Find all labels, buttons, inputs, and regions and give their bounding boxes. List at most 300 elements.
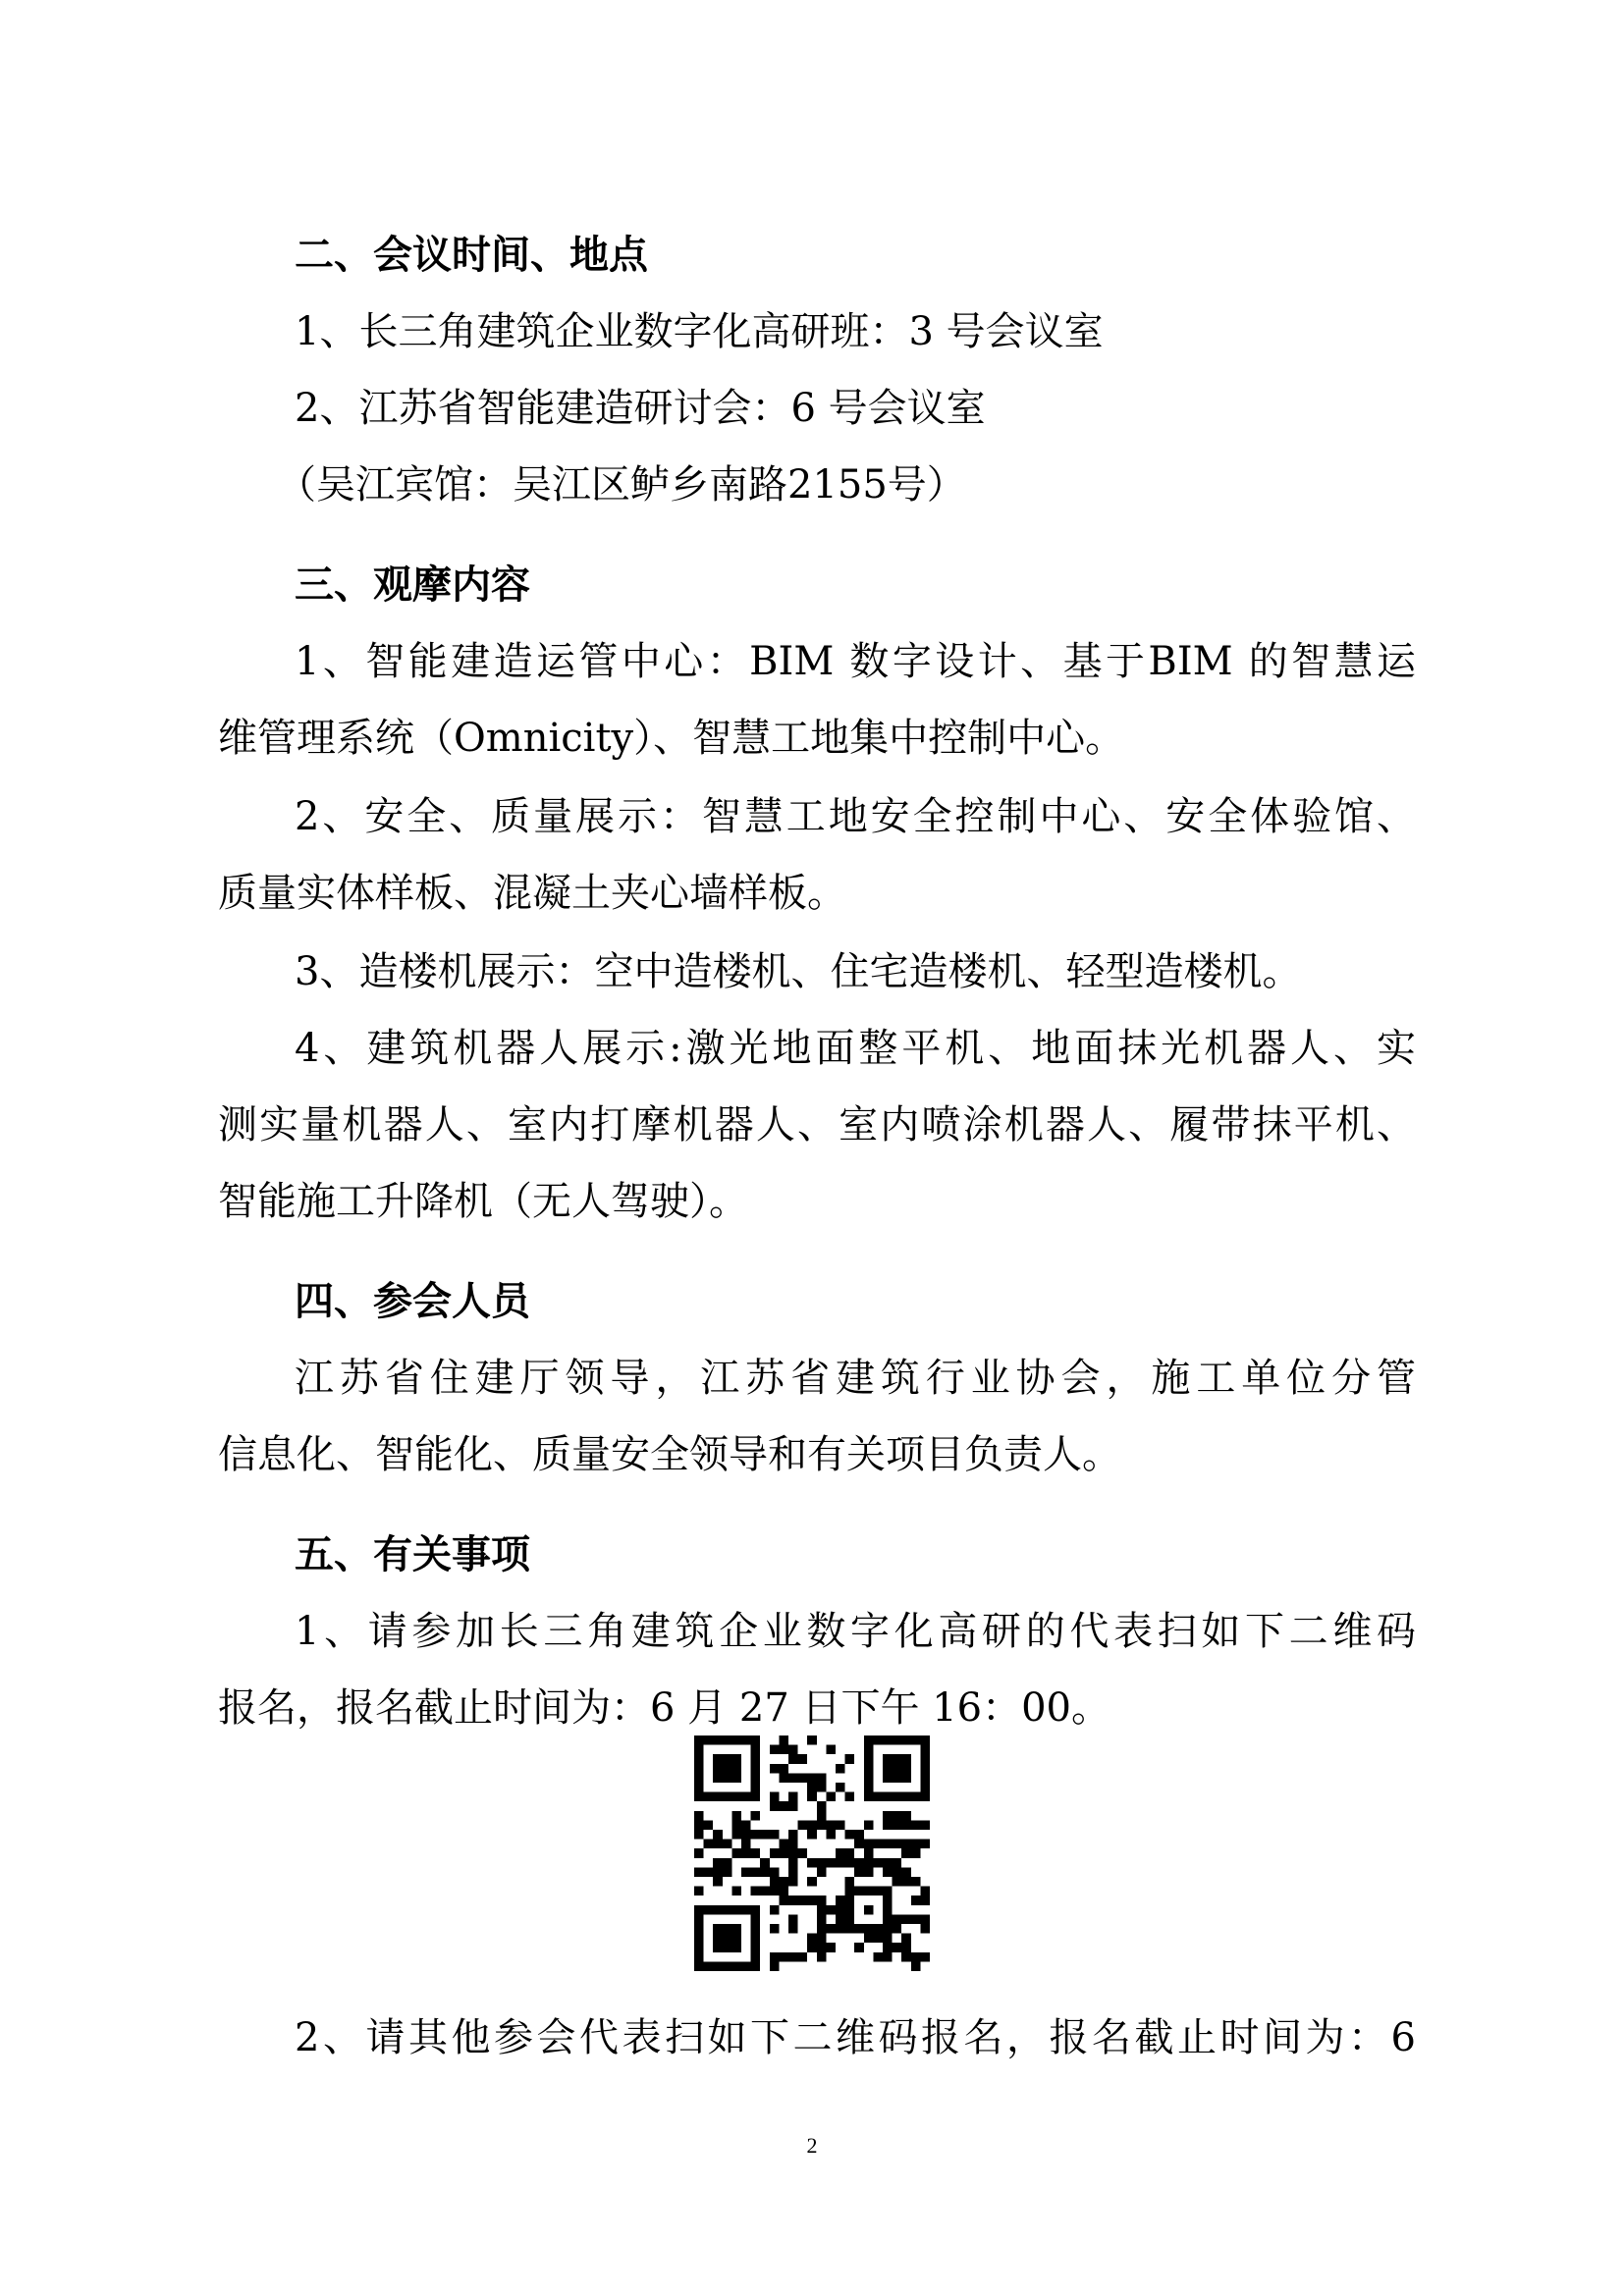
qr-module <box>694 1745 704 1755</box>
qr-module <box>920 1914 930 1924</box>
qr-module <box>770 1848 780 1858</box>
qr-module <box>751 1745 761 1755</box>
qr-module <box>751 1934 761 1944</box>
qr-module <box>779 1848 788 1858</box>
qr-module <box>751 1754 761 1764</box>
qr-module <box>826 1905 836 1915</box>
qr-module <box>893 1811 902 1821</box>
qr-module <box>788 1952 798 1962</box>
qr-module <box>901 1914 911 1924</box>
qr-module <box>798 1820 808 1830</box>
qr-module <box>723 1773 732 1783</box>
qr-module <box>713 1905 723 1915</box>
section-5-item-2-line-1: 2、请其他参会代表扫如下二维码报名，报名截止时间为：6 <box>295 2015 1416 2060</box>
qr-module <box>854 1867 864 1877</box>
qr-module <box>817 1914 827 1924</box>
qr-module <box>864 1924 874 1934</box>
qr-module <box>864 1840 874 1849</box>
qr-module <box>704 1820 714 1830</box>
qr-module <box>893 1754 902 1764</box>
qr-module <box>893 1764 902 1774</box>
qr-module <box>911 1735 921 1745</box>
qr-module <box>920 1887 930 1896</box>
qr-module <box>817 1801 827 1811</box>
qr-module <box>901 1934 911 1944</box>
qr-module <box>694 1792 704 1802</box>
qr-module <box>788 1840 798 1849</box>
qr-module <box>864 1820 874 1830</box>
qr-module <box>751 1914 761 1924</box>
qr-module <box>883 1820 893 1830</box>
section-3-item-1-line-1: 1、智能建造运管中心：BIM 数字设计、基于BIM 的智慧运 <box>295 639 1416 684</box>
qr-module <box>873 1952 883 1962</box>
qr-module <box>893 1943 902 1952</box>
qr-module <box>779 1801 788 1811</box>
qr-module <box>817 1820 827 1830</box>
qr-module <box>807 1934 817 1944</box>
qr-module <box>779 1887 788 1896</box>
qr-module <box>911 1820 921 1830</box>
qr-module <box>760 1887 770 1896</box>
qr-module <box>901 1820 911 1830</box>
qr-module <box>713 1754 723 1764</box>
qr-module <box>694 1811 704 1821</box>
qr-module <box>807 1792 817 1802</box>
qr-module <box>911 1840 921 1849</box>
qr-module <box>788 1792 798 1802</box>
qr-module <box>713 1735 723 1745</box>
qr-module <box>854 1840 864 1849</box>
qr-module <box>883 1773 893 1783</box>
qr-module <box>731 1735 741 1745</box>
qr-module <box>817 1924 827 1934</box>
section-2-item-2: 2、江苏省智能建造研讨会：6 号会议室 <box>295 386 986 431</box>
qr-module <box>873 1735 883 1745</box>
qr-module <box>713 1924 723 1934</box>
qr-module <box>731 1924 741 1934</box>
qr-module <box>760 1830 770 1840</box>
qr-module <box>751 1952 761 1962</box>
qr-code-icon[interactable] <box>694 1735 930 1971</box>
qr-module <box>779 1773 788 1783</box>
qr-module <box>845 1887 855 1896</box>
qr-module <box>807 1858 817 1868</box>
qr-module <box>723 1840 732 1849</box>
qr-module <box>731 1792 741 1802</box>
qr-module <box>807 1735 817 1745</box>
qr-module <box>731 1754 741 1764</box>
qr-module <box>864 1934 874 1944</box>
qr-module <box>873 1840 883 1849</box>
qr-module <box>864 1867 874 1877</box>
qr-module <box>893 1840 902 1849</box>
qr-module <box>920 1952 930 1962</box>
section-3-item-4-line-3: 智能施工升降机（无人驾驶）。 <box>218 1179 748 1224</box>
qr-module <box>741 1792 751 1802</box>
qr-module <box>864 1858 874 1868</box>
qr-module <box>788 1830 798 1840</box>
qr-module <box>704 1735 714 1745</box>
qr-module <box>723 1961 732 1971</box>
qr-module <box>770 1745 780 1755</box>
qr-module <box>826 1924 836 1934</box>
qr-module <box>901 1840 911 1849</box>
qr-module <box>883 1764 893 1774</box>
qr-module <box>883 1735 893 1745</box>
qr-module <box>798 1754 808 1764</box>
qr-module <box>836 1820 845 1830</box>
qr-module <box>883 1896 893 1905</box>
qr-module <box>845 1754 855 1764</box>
qr-module <box>779 1764 788 1774</box>
qr-module <box>723 1764 732 1774</box>
qr-module <box>723 1754 732 1764</box>
qr-module <box>731 1848 741 1858</box>
qr-module <box>741 1735 751 1745</box>
qr-module <box>751 1924 761 1934</box>
qr-module <box>901 1811 911 1821</box>
qr-module <box>760 1858 770 1868</box>
qr-module <box>713 1840 723 1849</box>
qr-module <box>713 1934 723 1944</box>
qr-module <box>779 1896 788 1905</box>
qr-module <box>723 1924 732 1934</box>
qr-module <box>883 1811 893 1821</box>
qr-module <box>770 1952 780 1962</box>
section-4-heading: 四、参会人员 <box>295 1279 530 1324</box>
qr-module <box>731 1773 741 1783</box>
qr-module <box>731 1934 741 1944</box>
qr-module <box>845 1905 855 1915</box>
qr-module <box>920 1840 930 1849</box>
qr-module <box>713 1961 723 1971</box>
qr-module <box>807 1943 817 1952</box>
qr-module <box>788 1867 798 1877</box>
qr-module <box>854 1830 864 1840</box>
qr-module <box>920 1735 930 1745</box>
qr-module <box>741 1840 751 1849</box>
qr-module <box>826 1820 836 1830</box>
qr-module <box>788 1896 798 1905</box>
qr-module <box>836 1914 845 1924</box>
qr-module <box>807 1773 817 1783</box>
qr-module <box>731 1905 741 1915</box>
qr-module <box>788 1745 798 1755</box>
qr-module <box>845 1877 855 1887</box>
qr-module <box>901 1867 911 1877</box>
qr-module <box>798 1773 808 1783</box>
qr-module <box>826 1792 836 1802</box>
qr-module <box>694 1848 704 1858</box>
qr-module <box>864 1754 874 1764</box>
qr-module <box>770 1867 780 1877</box>
qr-module <box>901 1877 911 1887</box>
qr-module <box>883 1943 893 1952</box>
qr-module <box>826 1943 836 1952</box>
qr-module <box>751 1792 761 1802</box>
qr-module <box>826 1745 836 1755</box>
qr-module <box>817 1952 827 1962</box>
qr-module <box>770 1764 780 1774</box>
qr-module <box>751 1764 761 1774</box>
section-4-text-line-2: 信息化、智能化、质量安全领导和有关项目负责人。 <box>218 1432 1121 1477</box>
section-3-heading: 三、观摩内容 <box>295 562 530 608</box>
qr-module <box>836 1783 845 1792</box>
qr-module <box>731 1943 741 1952</box>
qr-module <box>741 1820 751 1830</box>
qr-module <box>694 1934 704 1944</box>
qr-module <box>911 1792 921 1802</box>
qr-module <box>920 1773 930 1783</box>
qr-module <box>798 1952 808 1962</box>
qr-module <box>873 1887 883 1896</box>
qr-module <box>751 1905 761 1915</box>
qr-module <box>807 1783 817 1792</box>
qr-module <box>779 1745 788 1755</box>
qr-module <box>864 1848 874 1858</box>
qr-module <box>694 1905 704 1915</box>
qr-module <box>845 1830 855 1840</box>
qr-module <box>901 1735 911 1745</box>
qr-module <box>836 1848 845 1858</box>
qr-module <box>779 1840 788 1849</box>
qr-module <box>713 1764 723 1774</box>
qr-module <box>893 1914 902 1924</box>
qr-module <box>741 1905 751 1915</box>
qr-module <box>788 1848 798 1858</box>
qr-module <box>751 1943 761 1952</box>
qr-module <box>854 1858 864 1868</box>
qr-module <box>920 1792 930 1802</box>
qr-module <box>836 1764 845 1774</box>
qr-module <box>788 1858 798 1868</box>
qr-module <box>770 1961 780 1971</box>
qr-module <box>731 1820 741 1830</box>
qr-module <box>713 1858 723 1868</box>
qr-module <box>836 1896 845 1905</box>
qr-module <box>920 1924 930 1934</box>
qr-module <box>713 1773 723 1783</box>
section-2-heading: 二、会议时间、地点 <box>295 233 648 278</box>
section-5-item-1-line-1: 1、请参加长三角建筑企业数字化高研的代表扫如下二维码 <box>295 1609 1416 1654</box>
qr-module <box>751 1783 761 1792</box>
qr-module <box>788 1773 798 1783</box>
qr-module <box>883 1914 893 1924</box>
qr-module <box>770 1905 780 1915</box>
qr-module <box>788 1801 798 1811</box>
qr-module <box>901 1952 911 1962</box>
qr-module <box>883 1924 893 1934</box>
qr-module <box>723 1934 732 1944</box>
qr-module <box>694 1764 704 1774</box>
qr-module <box>817 1943 827 1952</box>
qr-module <box>704 1867 714 1877</box>
qr-module <box>741 1867 751 1877</box>
qr-module <box>836 1858 845 1868</box>
qr-module <box>864 1905 874 1915</box>
qr-module <box>817 1858 827 1868</box>
qr-module <box>770 1887 780 1896</box>
qr-module <box>854 1924 864 1934</box>
qr-module <box>723 1735 732 1745</box>
qr-module <box>893 1735 902 1745</box>
qr-module <box>751 1811 761 1821</box>
qr-module <box>741 1961 751 1971</box>
qr-module <box>883 1867 893 1877</box>
qr-module <box>713 1943 723 1952</box>
qr-module <box>893 1792 902 1802</box>
qr-module <box>779 1952 788 1962</box>
qr-module <box>893 1867 902 1877</box>
section-4-text-line-1: 江苏省住建厅领导，江苏省建筑行业协会，施工单位分管 <box>295 1356 1416 1401</box>
qr-module <box>731 1961 741 1971</box>
qr-module <box>920 1764 930 1774</box>
qr-module <box>807 1830 817 1840</box>
qr-module <box>883 1840 893 1849</box>
qr-module <box>694 1783 704 1792</box>
qr-module <box>694 1924 704 1934</box>
qr-module <box>751 1867 761 1877</box>
qr-module <box>873 1858 883 1868</box>
qr-module <box>920 1745 930 1755</box>
qr-module <box>901 1773 911 1783</box>
qr-module <box>713 1792 723 1802</box>
qr-module <box>770 1924 780 1934</box>
qr-module <box>807 1877 817 1887</box>
qr-module <box>731 1764 741 1774</box>
qr-module <box>826 1858 836 1868</box>
qr-module <box>788 1914 798 1924</box>
qr-module <box>694 1887 704 1896</box>
qr-module <box>911 1961 921 1971</box>
qr-module <box>893 1773 902 1783</box>
qr-module <box>911 1848 921 1858</box>
qr-module <box>731 1811 741 1821</box>
qr-module <box>864 1783 874 1792</box>
qr-module <box>920 1820 930 1830</box>
qr-module <box>920 1783 930 1792</box>
qr-module <box>845 1896 855 1905</box>
qr-module <box>826 1830 836 1840</box>
qr-module <box>901 1848 911 1858</box>
qr-module <box>723 1867 732 1877</box>
section-2-item-1: 1、长三角建筑企业数字化高研班：3 号会议室 <box>295 309 1104 354</box>
qr-module <box>845 1858 855 1868</box>
qr-module <box>883 1934 893 1944</box>
qr-module <box>798 1896 808 1905</box>
qr-module <box>817 1773 827 1783</box>
qr-module <box>817 1934 827 1944</box>
qr-module <box>751 1830 761 1840</box>
qr-module <box>788 1924 798 1934</box>
qr-module <box>901 1764 911 1774</box>
qr-module <box>864 1764 874 1774</box>
qr-module <box>845 1792 855 1802</box>
qr-module <box>911 1877 921 1887</box>
qr-module <box>779 1735 788 1745</box>
qr-module <box>883 1952 893 1962</box>
section-5-heading: 五、有关事项 <box>295 1532 530 1577</box>
qr-module <box>920 1754 930 1764</box>
qr-module <box>836 1924 845 1934</box>
qr-module <box>873 1934 883 1944</box>
section-2-venue: （吴江宾馆：吴江区鲈乡南路2155号） <box>277 462 966 507</box>
qr-module <box>911 1914 921 1924</box>
qr-module <box>770 1830 780 1840</box>
qr-module <box>845 1914 855 1924</box>
qr-module <box>704 1792 714 1802</box>
qr-module <box>836 1905 845 1915</box>
qr-module <box>704 1840 714 1849</box>
qr-module <box>788 1754 798 1764</box>
qr-module <box>779 1877 788 1887</box>
qr-module <box>723 1905 732 1915</box>
section-3-item-2-line-2: 质量实体样板、混凝土夹心墙样板。 <box>218 871 846 916</box>
qr-module <box>723 1792 732 1802</box>
qr-module <box>694 1914 704 1924</box>
qr-module <box>713 1830 723 1840</box>
qr-module <box>864 1745 874 1755</box>
qr-module <box>731 1830 741 1840</box>
qr-module <box>704 1905 714 1915</box>
qr-module <box>694 1952 704 1962</box>
qr-module <box>723 1943 732 1952</box>
qr-module <box>770 1792 780 1802</box>
section-3-item-3: 3、造楼机展示：空中造楼机、住宅造楼机、轻型造楼机。 <box>295 949 1302 994</box>
qr-module <box>817 1896 827 1905</box>
qr-module <box>731 1887 741 1896</box>
qr-module <box>883 1754 893 1764</box>
qr-module <box>694 1943 704 1952</box>
qr-module <box>911 1952 921 1962</box>
qr-module <box>911 1896 921 1905</box>
qr-module <box>901 1754 911 1764</box>
qr-module <box>854 1943 864 1952</box>
qr-module <box>788 1877 798 1887</box>
qr-module <box>901 1792 911 1802</box>
qr-module <box>817 1867 827 1877</box>
qr-module <box>893 1924 902 1934</box>
qr-module <box>873 1924 883 1934</box>
qr-module <box>751 1887 761 1896</box>
qr-module <box>713 1867 723 1877</box>
section-3-item-1-line-2: 维管理系统（Omnicity）、智慧工地集中控制中心。 <box>218 716 1125 761</box>
qr-module <box>694 1867 704 1877</box>
qr-module <box>883 1887 893 1896</box>
qr-module <box>864 1792 874 1802</box>
qr-module <box>920 1896 930 1905</box>
qr-module <box>817 1905 827 1915</box>
qr-module <box>873 1792 883 1802</box>
qr-module <box>864 1887 874 1896</box>
qr-module <box>723 1858 732 1868</box>
qr-module <box>845 1924 855 1934</box>
qr-module <box>760 1867 770 1877</box>
qr-module <box>845 1848 855 1858</box>
qr-module <box>901 1943 911 1952</box>
qr-module <box>864 1735 874 1745</box>
section-3-item-2-line-1: 2、安全、质量展示：智慧工地安全控制中心、安全体验馆、 <box>295 794 1416 839</box>
page-number: 2 <box>806 2133 818 2158</box>
qr-module <box>893 1858 902 1868</box>
qr-module <box>741 1848 751 1858</box>
qr-module <box>893 1877 902 1887</box>
qr-module <box>883 1792 893 1802</box>
qr-module <box>694 1754 704 1764</box>
qr-module <box>751 1773 761 1783</box>
qr-module <box>694 1735 704 1745</box>
qr-module <box>883 1858 893 1868</box>
